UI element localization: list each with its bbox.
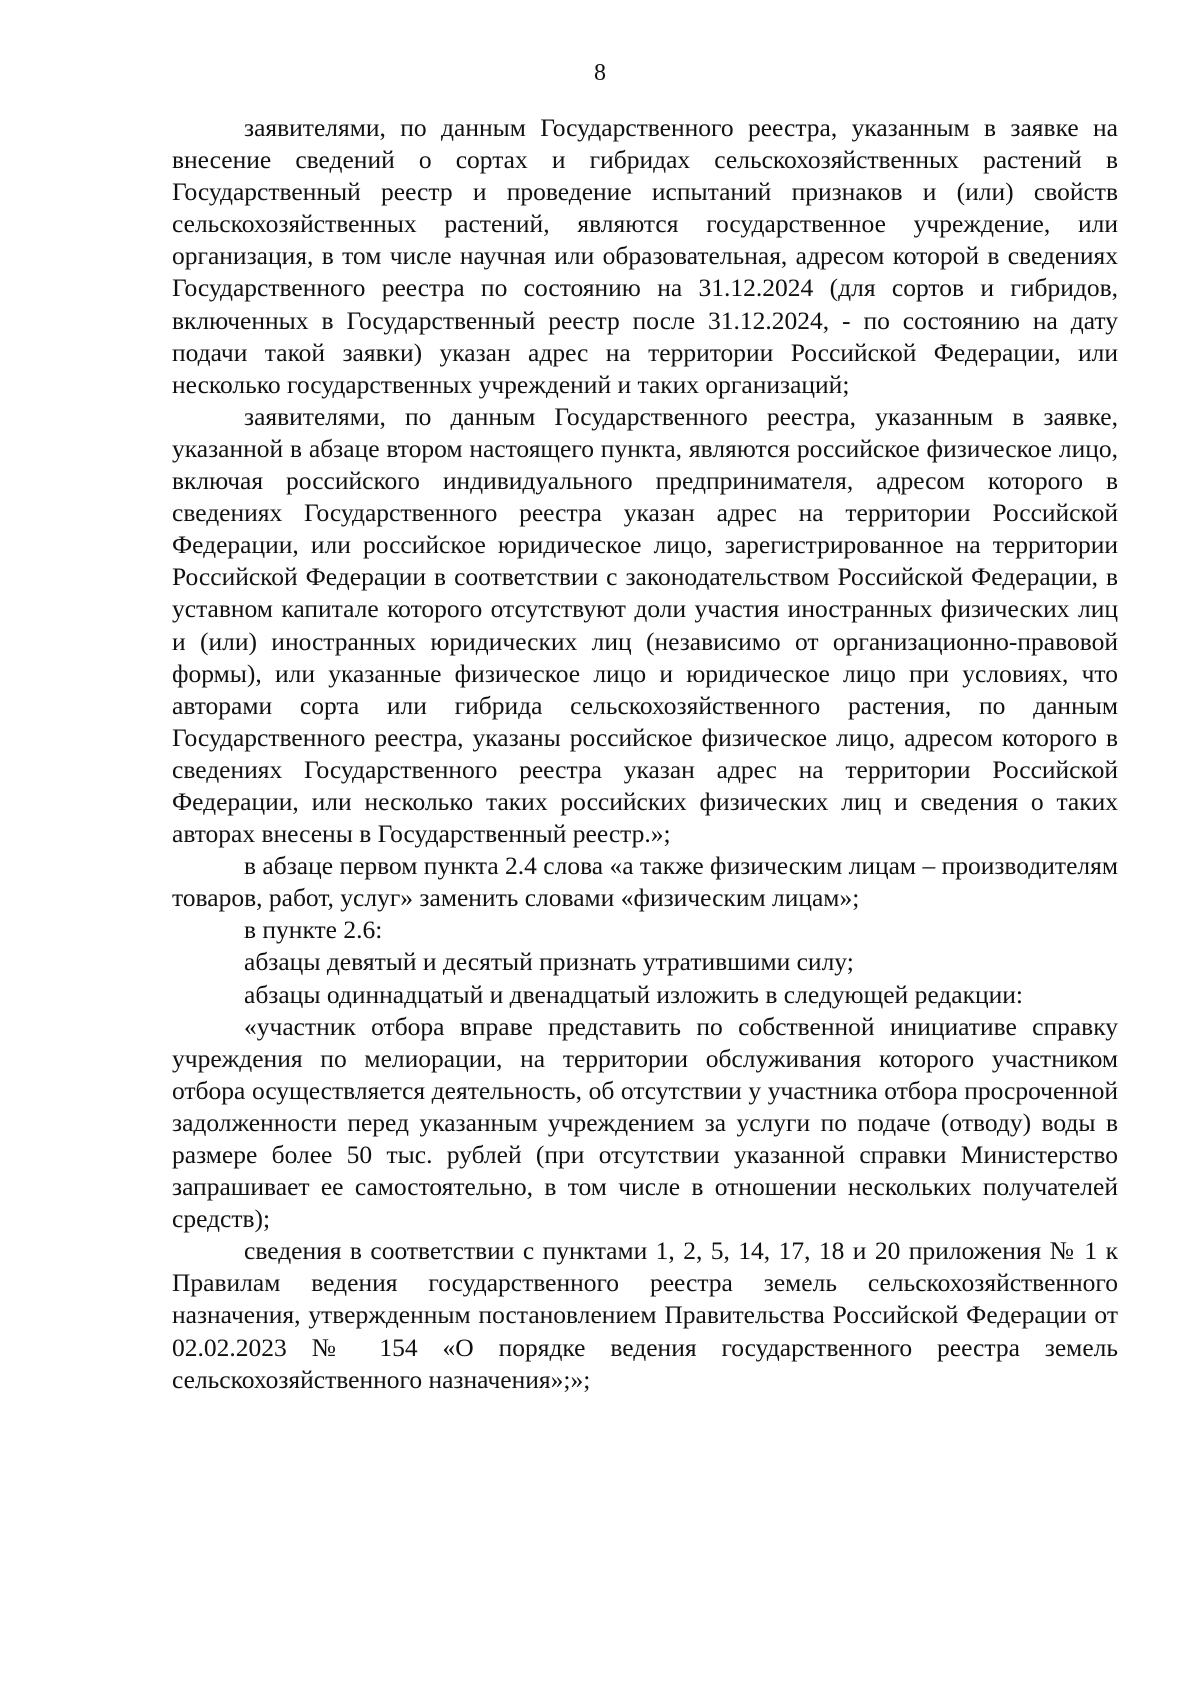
paragraph-applicants-russian-persons: заявителями, по данным Государственного реестра, указанным в заявке, указанной в абзаце втором настоящего пункта, являются российское физическое лицо, включая российского индивидуального предпринимателя, адресом которого в сведениях Государственного реестра указан адрес на территории Российской Федерации, или российское юридическое лицо, зарегистрированное на территории Российской Федерации в соответствии с законодательством Российской Федерации, в уставном капитале которого отсутствуют доли участия иностранных физических лиц и (или) иностранных юридических лиц (независимо от организационно-правовой формы), или указанные физическое лицо и юридическое лицо при условиях, что авторами сорта или гибрида сельскохозяйственного растения, по данным Государственного реестра, указаны российское физическое лицо, адресом которого в сведениях Государственного реестра указан адрес на территории Российской Федерации, или несколько таких российских физических лиц и сведения о таких авторах внесены в Государственный реестр.»;: [172, 401, 1118, 849]
paragraph-repeal-ninth-tenth: абзацы девятый и десятый признать утратившими силу;: [244, 947, 854, 977]
page-number: 8: [594, 60, 606, 86]
paragraph-clause-2-4-amendment: в абзаце первом пункта 2.4 слова «а также физическим лицам – производителям товаров, работ, услуг» заменить словами «физическим лицам»;: [172, 851, 1118, 913]
paragraph-restate-eleventh-twelfth: абзацы одиннадцатый и двенадцатый изложить в следующей редакции:: [244, 979, 1024, 1009]
paragraph-land-registry-info: сведения в соответствии с пунктами 1, 2, 5, 14, 17, 18 и 20 приложения № 1 к Правилам ведения государственного реестра земель сельскохозяйственного назначения, утвержденным постановлением Правительства Российской Федерации от 02.02.2023 № 154 «О порядке ведения государственного реестра земель сельскохозяйственного назначения»;»;: [172, 1236, 1118, 1394]
paragraph-applicants-state-institutions: заявителями, по данным Государственного реестра, указанным в заявке на внесение сведений о сортах и гибридах сельскохозяйственных растений в Государственный реестр и проведение испытаний признаков и (или) свойств сельскохозяйственных растений, являются государственное учреждение, или организация, в том числе научная или образовательная, адресом которой в сведениях Государственного реестра по состоянию на 31.12.2024 (для сортов и гибридов, включенных в Государственный реестр после 31.12.2024, - по состоянию на дату подачи такой заявки) указан адрес на территории Российской Федерации, или несколько государственных учреждений и таких организаций;: [172, 113, 1118, 399]
paragraph-melioration-certificate: «участник отбора вправе представить по собственной инициативе справку учреждения по мелиорации, на территории обслуживания которого участником отбора осуществляется деятельность, об отсутствии у участника отбора просроченной задолженности перед указанным учреждением за услуги по подаче (отводу) воды в размере более 50 тыс. рублей (при отсутствии указанной справки Министерство запрашивает ее самостоятельно, в том числе в отношении нескольких получателей средств);: [172, 1011, 1118, 1234]
paragraph-clause-2-6-heading: в пункте 2.6:: [244, 915, 383, 945]
document-body: [172, 112, 1118, 1396]
